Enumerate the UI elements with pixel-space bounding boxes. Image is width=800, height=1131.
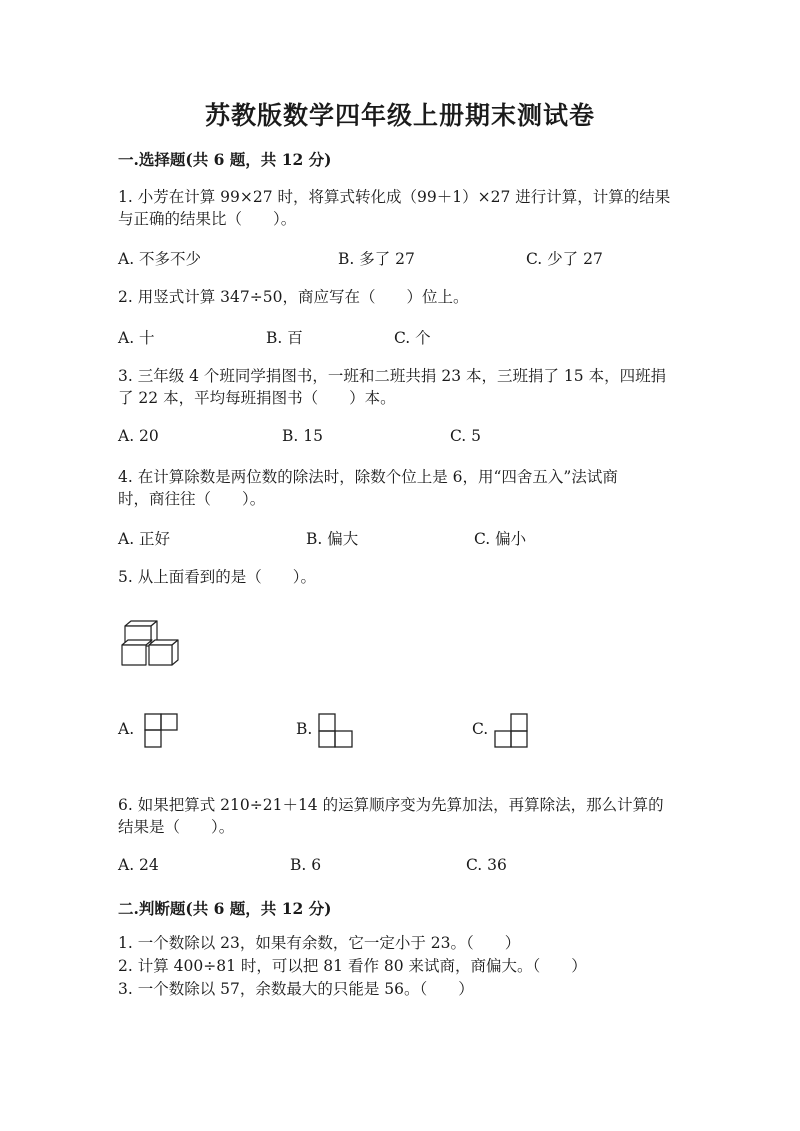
options-q4 <box>118 527 718 549</box>
page-title: 苏教版数学四年级上册期末测试卷 <box>204 101 595 130</box>
question-2 <box>118 286 698 308</box>
judge-item-2: 2. 计算 400÷81 时，可以把 81 看作 80 来试商，商偏大。（ ） <box>118 957 587 975</box>
question-1 <box>118 186 698 230</box>
option-c-label: C. <box>472 720 489 738</box>
question-line: 1. 小芳在计算 99×27 时，将算式转化成（99＋1）×27 进行计算，计算的结果 <box>118 188 671 206</box>
question-3 <box>118 365 698 409</box>
options-q2 <box>118 326 718 348</box>
option-b: B. 15 <box>282 427 323 445</box>
question-line: 了 22 本，平均每班捐图书（ ）本。 <box>118 389 396 407</box>
cube-stack-figure <box>121 620 181 668</box>
option-a-label: A. <box>118 720 135 738</box>
question-5 <box>118 566 698 588</box>
section-heading-choice: 一.选择题(共 6 题，共 12 分) <box>118 150 332 169</box>
judge-item-3: 3. 一个数除以 57，余数最大的只能是 56。（ ） <box>118 980 474 998</box>
options-q1 <box>118 247 718 269</box>
question-line: 4. 在计算除数是两位数的除法时，除数个位上是 6，用“四舍五入”法试商 <box>118 468 618 486</box>
question-line: 时，商往往（ ）。 <box>118 490 266 508</box>
option-b: B. 偏大 <box>306 530 359 548</box>
option-c: C. 个 <box>394 329 431 347</box>
option-b: B. 多了 27 <box>338 250 415 268</box>
option-b-label: B. <box>296 720 313 738</box>
option-c: C. 5 <box>450 427 482 445</box>
option-a: A. 正好 <box>118 530 171 548</box>
options-q6 <box>118 856 718 878</box>
option-a: A. 20 <box>118 427 159 445</box>
judge-item-1: 1. 一个数除以 23，如果有余数，它一定小于 23。（ ） <box>118 934 521 952</box>
option-a: A. 不多不少 <box>118 250 202 268</box>
question-line: 3. 三年级 4 个班同学捐图书，一班和二班共捐 23 本，三班捐了 15 本，四班捐 <box>118 367 667 385</box>
question-line: 与正确的结果比（ ）。 <box>118 210 297 228</box>
option-a: A. 24 <box>118 856 159 874</box>
section-heading-judge: 二.判断题(共 6 题，共 12 分) <box>118 899 332 918</box>
options-q3 <box>118 427 718 449</box>
question-6 <box>118 794 698 838</box>
option-c: C. 偏小 <box>474 530 527 548</box>
option-c: C. 36 <box>466 856 507 874</box>
top-view-b-icon <box>318 712 354 750</box>
question-4 <box>118 466 698 510</box>
option-b: B. 6 <box>290 856 322 874</box>
question-line: 结果是（ ）。 <box>118 818 235 836</box>
question-line: 5. 从上面看到的是（ ）。 <box>118 568 316 586</box>
top-view-c-icon <box>494 712 530 750</box>
option-b: B. 百 <box>266 329 303 347</box>
question-line: 2. 用竖式计算 347÷50，商应写在（ ）位上。 <box>118 288 469 306</box>
top-view-a-icon <box>144 712 178 750</box>
option-c: C. 少了 27 <box>526 250 603 268</box>
option-a: A. 十 <box>118 329 155 347</box>
question-line: 6. 如果把算式 210÷21＋14 的运算顺序变为先算加法，再算除法，那么计算的 <box>118 796 664 814</box>
